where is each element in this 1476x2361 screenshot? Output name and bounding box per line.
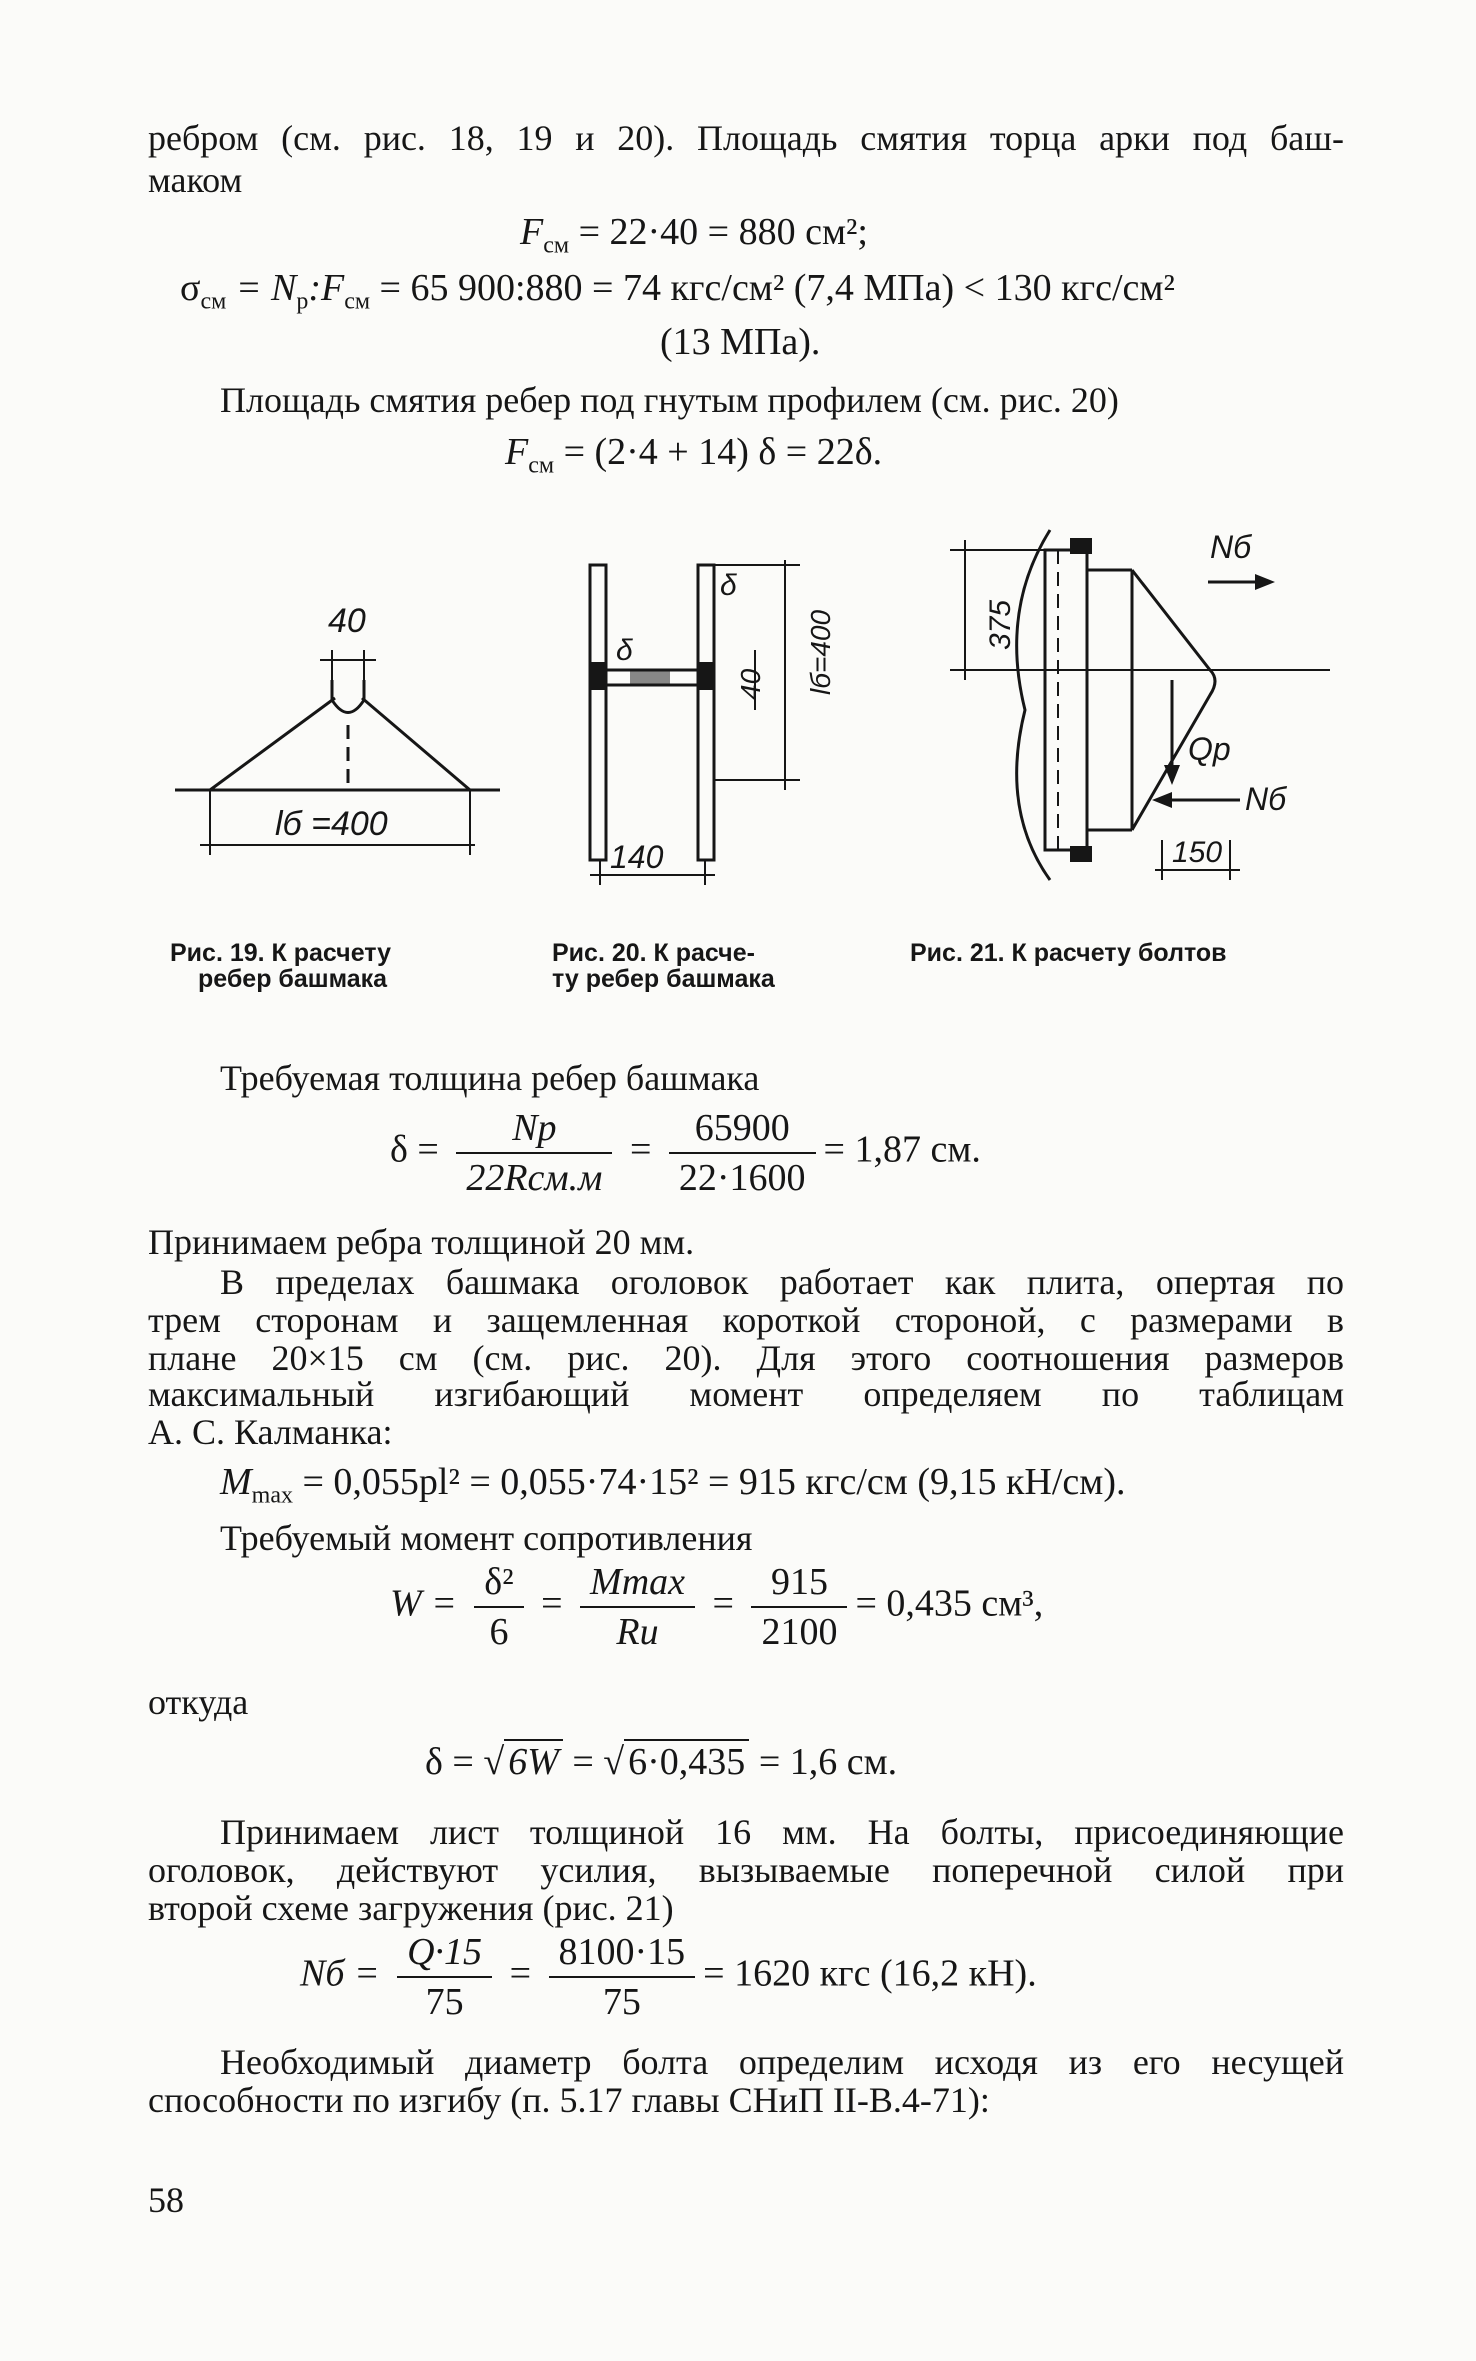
paragraph-line: Требуемый момент сопротивления — [220, 1518, 753, 1558]
symbol: F — [520, 211, 544, 253]
fraction — [456, 1108, 612, 1198]
radicand: 6·0,435 — [624, 1739, 749, 1783]
paragraph-line: плане 20×15 см (см. рис. 20). Для этого соотношения размеров — [148, 1338, 1344, 1378]
dim-label: δ — [616, 634, 633, 667]
radicand: 6W — [504, 1739, 563, 1783]
force-label: Nб — [1245, 781, 1287, 817]
figure-21-drawing — [900, 510, 1340, 900]
figure-20-drawing — [560, 550, 860, 890]
denominator: 75 — [602, 1981, 641, 2023]
dim-label: 375 — [984, 599, 1017, 650]
figure-21 — [900, 510, 1340, 900]
equation-rib-thickness: δ = $\frac{Nр}{\text{22Rсм.м}}$ = $\frac{65900}{22\cdot 1600}$ = 1,87 см. — [390, 1107, 981, 1199]
equation-rhs: = 1,6 см. — [749, 1741, 898, 1783]
symbol: :F — [308, 267, 345, 309]
equation-lhs: δ = — [425, 1741, 484, 1783]
fraction — [580, 1562, 695, 1652]
dim-label: 140 — [610, 839, 664, 875]
dim-label: δ — [720, 569, 737, 602]
paragraph-line: Принимаем ребра толщиной 20 мм. — [148, 1222, 695, 1262]
equation-area-crush — [520, 211, 868, 259]
fraction — [549, 1932, 696, 2022]
paragraph-line: В пределах башмака оголовок работает как плита, опертая по — [220, 1262, 1344, 1302]
dim-label: 40 — [735, 668, 766, 700]
paragraph-line: способности по изгибу (п. 5.17 главы СНиП II-В.4-71): — [148, 2080, 990, 2120]
subscript: р — [296, 288, 309, 315]
paragraph-line: Требуемая толщина ребер башмака — [220, 1058, 760, 1098]
equation-rib-area — [505, 431, 883, 479]
denominator: 6 — [489, 1611, 509, 1653]
subscript: см — [528, 452, 555, 479]
dim-label: lб =400 — [275, 805, 388, 843]
figure-19-drawing — [170, 580, 520, 880]
equation-continuation: (13 МПа). — [660, 321, 821, 363]
equation-rhs: = (2·4 + 14) δ = 22δ. — [554, 431, 883, 473]
denominator: 22Rсм.м — [466, 1157, 603, 1199]
equals-sign: = — [562, 1741, 604, 1783]
equation-rhs: = 0,055pl² = 0,055·74·15² = 915 кгс/см (9,15 кН/см). — [292, 1461, 1126, 1503]
paragraph-line: маком — [148, 160, 243, 200]
figure-21-caption: Рис. 21. К расчету болтов — [910, 939, 1227, 967]
fraction — [397, 1932, 492, 2022]
paragraph-line: трем сторонам и защемленная короткой стороной, с размерами в — [148, 1300, 1344, 1340]
numerator: 8100·15 — [549, 1932, 696, 1978]
paragraph-line: Необходимый диаметр болта определим исходя из его несущей — [220, 2042, 1344, 2082]
subscript: см — [543, 232, 570, 259]
paragraph-line: ребром (см. рис. 18, 19 и 20). Площадь смятия торца арки под баш- — [148, 118, 1344, 158]
paragraph-line: А. С. Калманка: — [148, 1412, 393, 1452]
force-label: Qр — [1188, 731, 1231, 767]
numerator: Q·15 — [397, 1932, 492, 1978]
equation-lhs: Nб = — [300, 1952, 390, 1995]
paragraph-line: второй схеме загружения (рис. 21) — [148, 1888, 674, 1928]
denominator: 22·1600 — [678, 1157, 806, 1199]
dim-label: lб=400 — [805, 609, 836, 695]
denominator: 2100 — [761, 1611, 838, 1653]
symbol: σ — [180, 267, 201, 309]
equation-rhs: = 1,87 см. — [823, 1128, 981, 1171]
symbol: F — [505, 431, 529, 473]
equation-thickness-root — [425, 1742, 897, 1782]
paragraph-line: Принимаем лист толщиной 16 мм. На болты, присоединяющие — [220, 1812, 1344, 1852]
subscript: см — [344, 288, 371, 315]
force-label: Nб — [1210, 529, 1252, 565]
equation-lhs: W = — [390, 1582, 467, 1625]
figure-20-caption: Рис. 20. К расче- — [552, 939, 755, 967]
subscript: см — [200, 288, 227, 315]
paragraph-line: откуда — [148, 1682, 249, 1722]
equation-rhs: = 1620 кгс (16,2 кН). — [703, 1952, 1037, 1995]
subscript: max — [251, 1482, 293, 1509]
paragraph-line: максимальный изгибающий момент определяем по таблицам — [148, 1374, 1344, 1414]
equation-max-moment — [220, 1461, 1126, 1509]
equation-bolt-force: Nб = $\frac{Q\cdot 15}{75}$ = $\frac{8100\cdot 15}{75}$ = 1620 кгс (16,2 кН). — [300, 1931, 1037, 2023]
dim-label: 40 — [328, 602, 366, 640]
numerator: Nр — [456, 1108, 612, 1154]
dim-label: 150 — [1172, 836, 1223, 869]
numerator: δ² — [474, 1562, 523, 1608]
equation-section-modulus: W = $\frac{\text{δ²}}{6}$ = $\frac{Mmax}{Rи}$ = $\frac{915}{2100}$ = 0,435 см³, — [390, 1561, 1044, 1653]
symbol: M — [220, 1461, 252, 1503]
figure-20 — [560, 550, 860, 890]
denominator: 75 — [425, 1981, 464, 2023]
numerator: Mmax — [580, 1562, 695, 1608]
fraction — [751, 1562, 847, 1652]
numerator: 915 — [751, 1562, 847, 1608]
equation-lhs: δ = — [390, 1128, 449, 1171]
paragraph-line: Площадь смятия ребер под гнутым профилем (см. рис. 20) — [220, 380, 1119, 420]
figure-19 — [170, 580, 520, 880]
denominator: Rи — [616, 1611, 659, 1653]
symbol: = N — [226, 267, 297, 309]
equation-rhs: = 22·40 = 880 см²; — [569, 211, 868, 253]
equation-stress — [180, 267, 1175, 315]
radical-sign: √ — [603, 1741, 625, 1783]
radical-sign: √ — [483, 1741, 505, 1783]
numerator: 65900 — [669, 1108, 816, 1154]
paragraph-line: оголовок, действуют усилия, вызываемые поперечной силой при — [148, 1850, 1344, 1890]
figure-19-caption: Рис. 19. К расчету — [170, 939, 392, 967]
equation-rhs: = 0,435 см³, — [855, 1582, 1044, 1625]
fraction — [474, 1562, 523, 1652]
page-number: 58 — [148, 2180, 184, 2220]
figure-20-caption: ту ребер башмака — [552, 965, 775, 993]
equation-rhs: = 65 900:880 = 74 кгс/см² (7,4 МПа) < 130 кгс/см² — [370, 267, 1175, 309]
figure-19-caption: ребер башмака — [198, 965, 388, 993]
fraction — [669, 1108, 816, 1198]
